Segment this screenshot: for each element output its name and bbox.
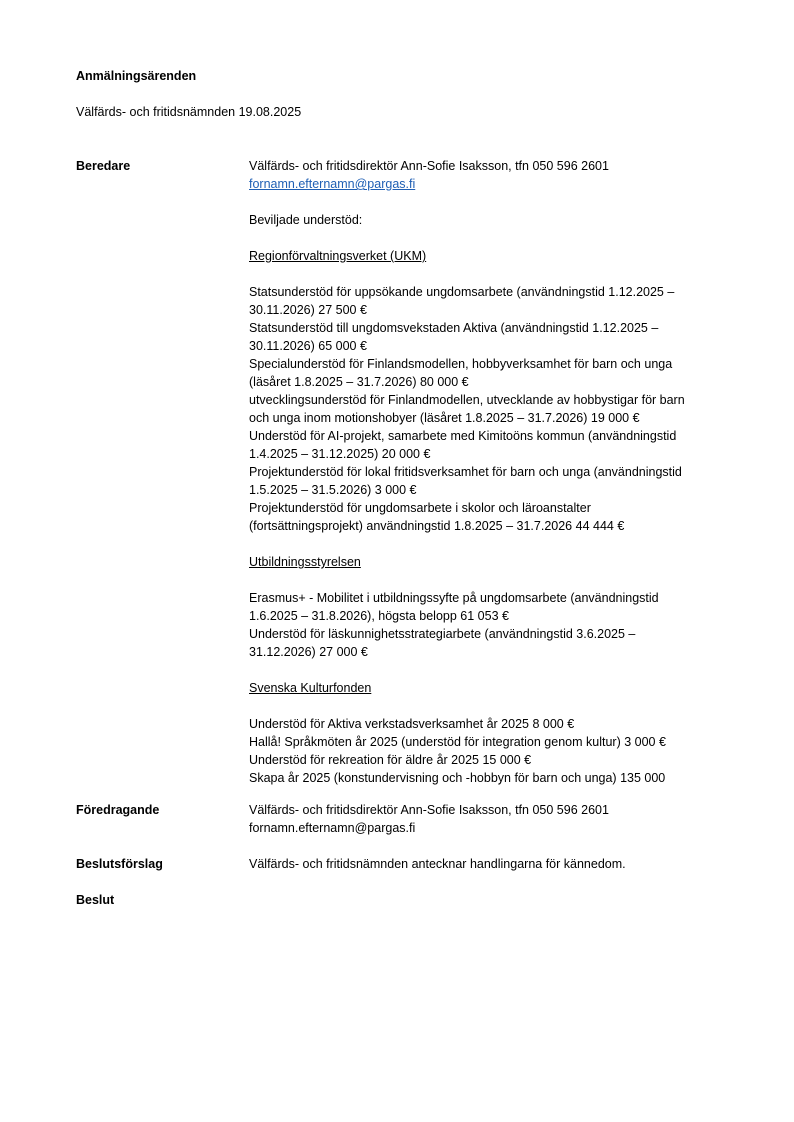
- grant-line: Understöd för rekreation för äldre år 2025 15 000 €: [249, 753, 532, 767]
- grant-line: 30.11.2026) 65 000 €: [249, 339, 367, 353]
- grant-line: Understöd för Aktiva verkstadsverksamhet år 2025 8 000 €: [249, 717, 575, 731]
- grant-line: Understöd för läskunnighetsstrategiarbete (användningstid 3.6.2025 –: [249, 627, 636, 641]
- group-heading-utbildningsstyrelsen: Utbildningsstyrelsen: [249, 555, 361, 569]
- beslutsforslag-text: Välfärds- och fritidsnämnden antecknar handlingarna för kännedom.: [249, 857, 626, 871]
- grant-line: Specialunderstöd för Finlandsmodellen, hobbyverksamhet för barn och unga: [249, 357, 673, 371]
- grant-line: 1.4.2025 – 31.12.2025) 20 000 €: [249, 447, 431, 461]
- grant-line: utvecklingsunderstöd för Finlandmodellen, utvecklande av hobbystigar för barn: [249, 393, 685, 407]
- beslutsforslag-label: Beslutsförslag: [76, 857, 163, 871]
- grant-line: Erasmus+ - Mobilitet i utbildningssyfte på ungdomsarbete (användningstid: [249, 591, 659, 605]
- grant-line: Statsunderstöd för uppsökande ungdomsarbete (användningstid 1.12.2025 –: [249, 285, 675, 299]
- grant-line: 1.6.2025 – 31.8.2026), högsta belopp 61 053 €: [249, 609, 509, 623]
- foredragande-label: Föredragande: [76, 803, 160, 817]
- beredare-email-link[interactable]: fornamn.efternamn@pargas.fi: [249, 177, 416, 191]
- group-heading-ukm: Regionförvaltningsverket (UKM): [249, 249, 427, 263]
- grant-line: och unga inom motionshobyer (läsåret 1.8.2025 – 31.7.2026) 19 000 €: [249, 411, 640, 425]
- granted-intro: Beviljade understöd:: [249, 213, 363, 227]
- grant-line: 30.11.2026) 27 500 €: [249, 303, 367, 317]
- grant-line: Projektunderstöd för ungdomsarbete i skolor och läroanstalter: [249, 501, 591, 515]
- meeting-line: Välfärds- och fritidsnämnden 19.08.2025: [76, 105, 302, 119]
- grant-line: 31.12.2026) 27 000 €: [249, 645, 368, 659]
- foredragande-email: fornamn.efternamn@pargas.fi: [249, 821, 416, 835]
- grant-line: Projektunderstöd för lokal fritidsverksamhet för barn och unga (användningstid: [249, 465, 682, 479]
- grant-line: Understöd för AI-projekt, samarbete med Kimitoöns kommun (användningstid: [249, 429, 677, 443]
- foredragande-name: Välfärds- och fritidsdirektör Ann-Sofie Isaksson, tfn 050 596 2601: [249, 803, 609, 817]
- grant-line: 1.5.2025 – 31.5.2026) 3 000 €: [249, 483, 417, 497]
- grant-line: Skapa år 2025 (konstundervisning och -hobbyn för barn och unga) 135 000: [249, 771, 666, 785]
- grant-line: (läsåret 1.8.2025 – 31.7.2026) 80 000 €: [249, 375, 469, 389]
- document-title: Anmälningsärenden: [76, 69, 197, 83]
- foredragande-body: [249, 801, 729, 837]
- grant-line: (fortsättningsprojekt) användningstid 1.8.2025 – 31.7.2026 44 444 €: [249, 519, 625, 533]
- grant-line: Hallå! Språkmöten år 2025 (understöd för integration genom kultur) 3 000 €: [249, 735, 666, 749]
- beslut-label: Beslut: [76, 893, 115, 907]
- beredare-name: Välfärds- och fritidsdirektör Ann-Sofie Isaksson, tfn 050 596 2601: [249, 159, 609, 173]
- beredare-body: [249, 157, 729, 787]
- group-heading-kulturfonden: Svenska Kulturfonden: [249, 681, 372, 695]
- beredare-label: Beredare: [76, 159, 131, 173]
- grant-line: Statsunderstöd till ungdomsvekstaden Aktiva (användningstid 1.12.2025 –: [249, 321, 659, 335]
